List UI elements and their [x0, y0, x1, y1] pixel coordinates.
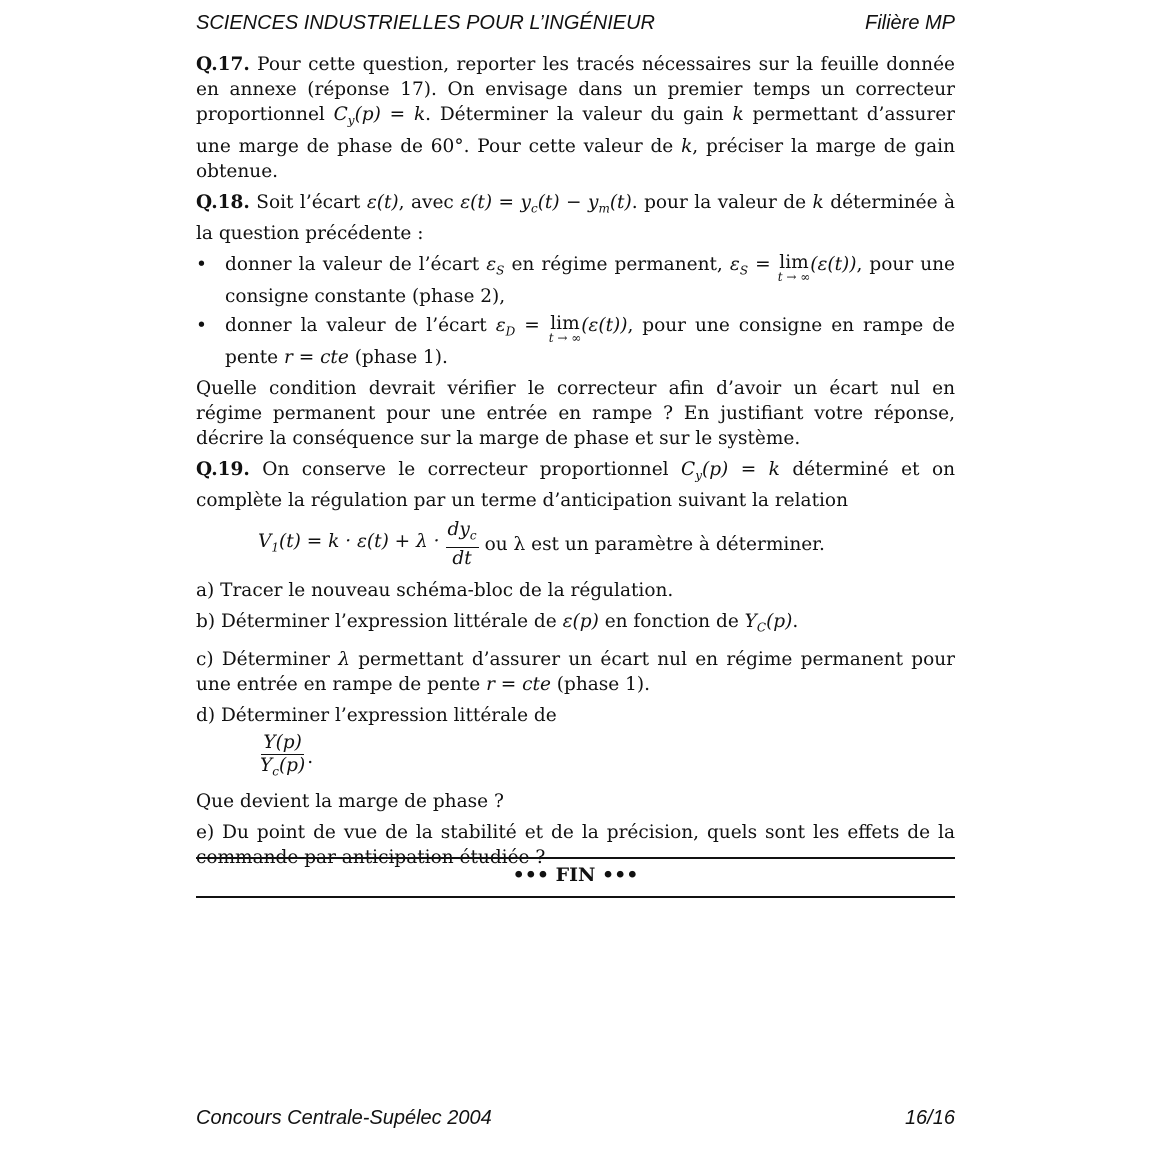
anticipation-equation: $V_1(t) = k \cdot \varepsilon(t) + \lambda$ · $\frac{dy_c}{dt}$ ou λ est un paramètre à déterminer. — [258, 519, 825, 570]
q19-item-c: c) Déterminer λ permettant d’assurer un écart nul en régime permanent pour une entrée en rampe de pente r = cte (phase 1). — [196, 648, 956, 695]
q19-label: Q.19. — [196, 458, 250, 480]
q17-text: permettant d’assurer une marge de phase de — [196, 104, 956, 157]
list-item: • donner la valeur de l’écart $\varepsilon_S$ en régime permanent, $\varepsilon_S = \lim$ t → ∞ (ε(t)), pour une consigne constante (phase 2), — [196, 252, 955, 309]
end-marker: ••• FIN ••• — [512, 864, 639, 886]
page-number: 16/16 — [904, 1107, 955, 1129]
derivative-fraction: $\frac{dy_c}{dt}$ — [447, 519, 477, 570]
header-title: SCIENCES INDUSTRIELLES POUR L’INGÉNIEUR — [196, 12, 655, 34]
q17-math: k — [732, 104, 744, 125]
footer-contest: Concours Centrale-Supélec 2004 — [196, 1107, 492, 1129]
q17-text: . Déterminer la valeur du gain — [425, 104, 733, 125]
q17-text: . Pour cette valeur de — [463, 135, 682, 157]
limit-operator: lim t → ∞ — [777, 252, 811, 285]
q18-followup: Quelle condition devrait vérifier le correcteur afin d’avoir un écart nul en régime permanent pour une entrée en rampe ? En justifiant votre réponse, décrire la conséquence sur la marge de phase et sur le système. — [196, 377, 955, 449]
q17-math: $C_y(p) = k$ — [333, 104, 426, 128]
limit-operator: lim t → ∞ — [548, 313, 582, 346]
q17-math: k — [681, 135, 693, 157]
q18-bullets — [196, 252, 955, 369]
exam-page — [196, 0, 955, 1152]
q17-math: 60° — [430, 135, 464, 157]
page-footer — [196, 1107, 955, 1130]
header-track: Filière MP — [864, 12, 955, 34]
bottom-divider — [196, 896, 955, 898]
page-body — [196, 52, 955, 876]
list-item: • donner la valeur de l’écart $\varepsilon_D = \lim$ t → ∞ (ε(t)), pour une consigne en rampe de pente r = cte (phase 1). — [196, 313, 955, 370]
q17-text: , préciser la marge de gain obtenue. — [196, 135, 955, 182]
q19-item-e: e) Du point de vue de la stabilité et de la précision, quels sont les effets de la commande par anticipation étudiée ? — [196, 821, 955, 868]
transfer-function: $\frac{Y(p)}{Y_c(p)}$ . — [260, 731, 314, 779]
question-19: Q.19. On conserve le correcteur proportionnel $C_y(p) = k$ déterminé et on complète la régulation par un terme d’anticipation suivant la relation — [196, 458, 955, 512]
q19-item-d: d) Déterminer l’expression littérale de — [196, 704, 557, 726]
page-header — [196, 12, 955, 35]
q18-label: Q.18. — [196, 191, 250, 213]
q19-item-a: a) Tracer le nouveau schéma-bloc de la régulation. — [196, 580, 674, 602]
q17-label: Q.17. — [196, 54, 250, 75]
question-18: Q.18. Soit l’écart ε(t), avec $\varepsilon(t) = y_c(t) - y_m(t)$. pour la valeur de k déterminée à la question précédente : — [196, 191, 956, 245]
q19-item-b: b) Déterminer l’expression littérale de ε(p) en fonction de $Y_C(p)$. — [196, 611, 799, 635]
question-17 — [196, 52, 955, 184]
q19-phase-question: Que devient la marge de phase ? — [196, 790, 504, 812]
top-divider — [196, 857, 955, 859]
q17-text: Pour cette question, reporter les tracés nécessaires sur la feuille donnée en annexe (réponse 17). On envisage dans un premier temps un correcteur proportionnel — [196, 54, 955, 125]
